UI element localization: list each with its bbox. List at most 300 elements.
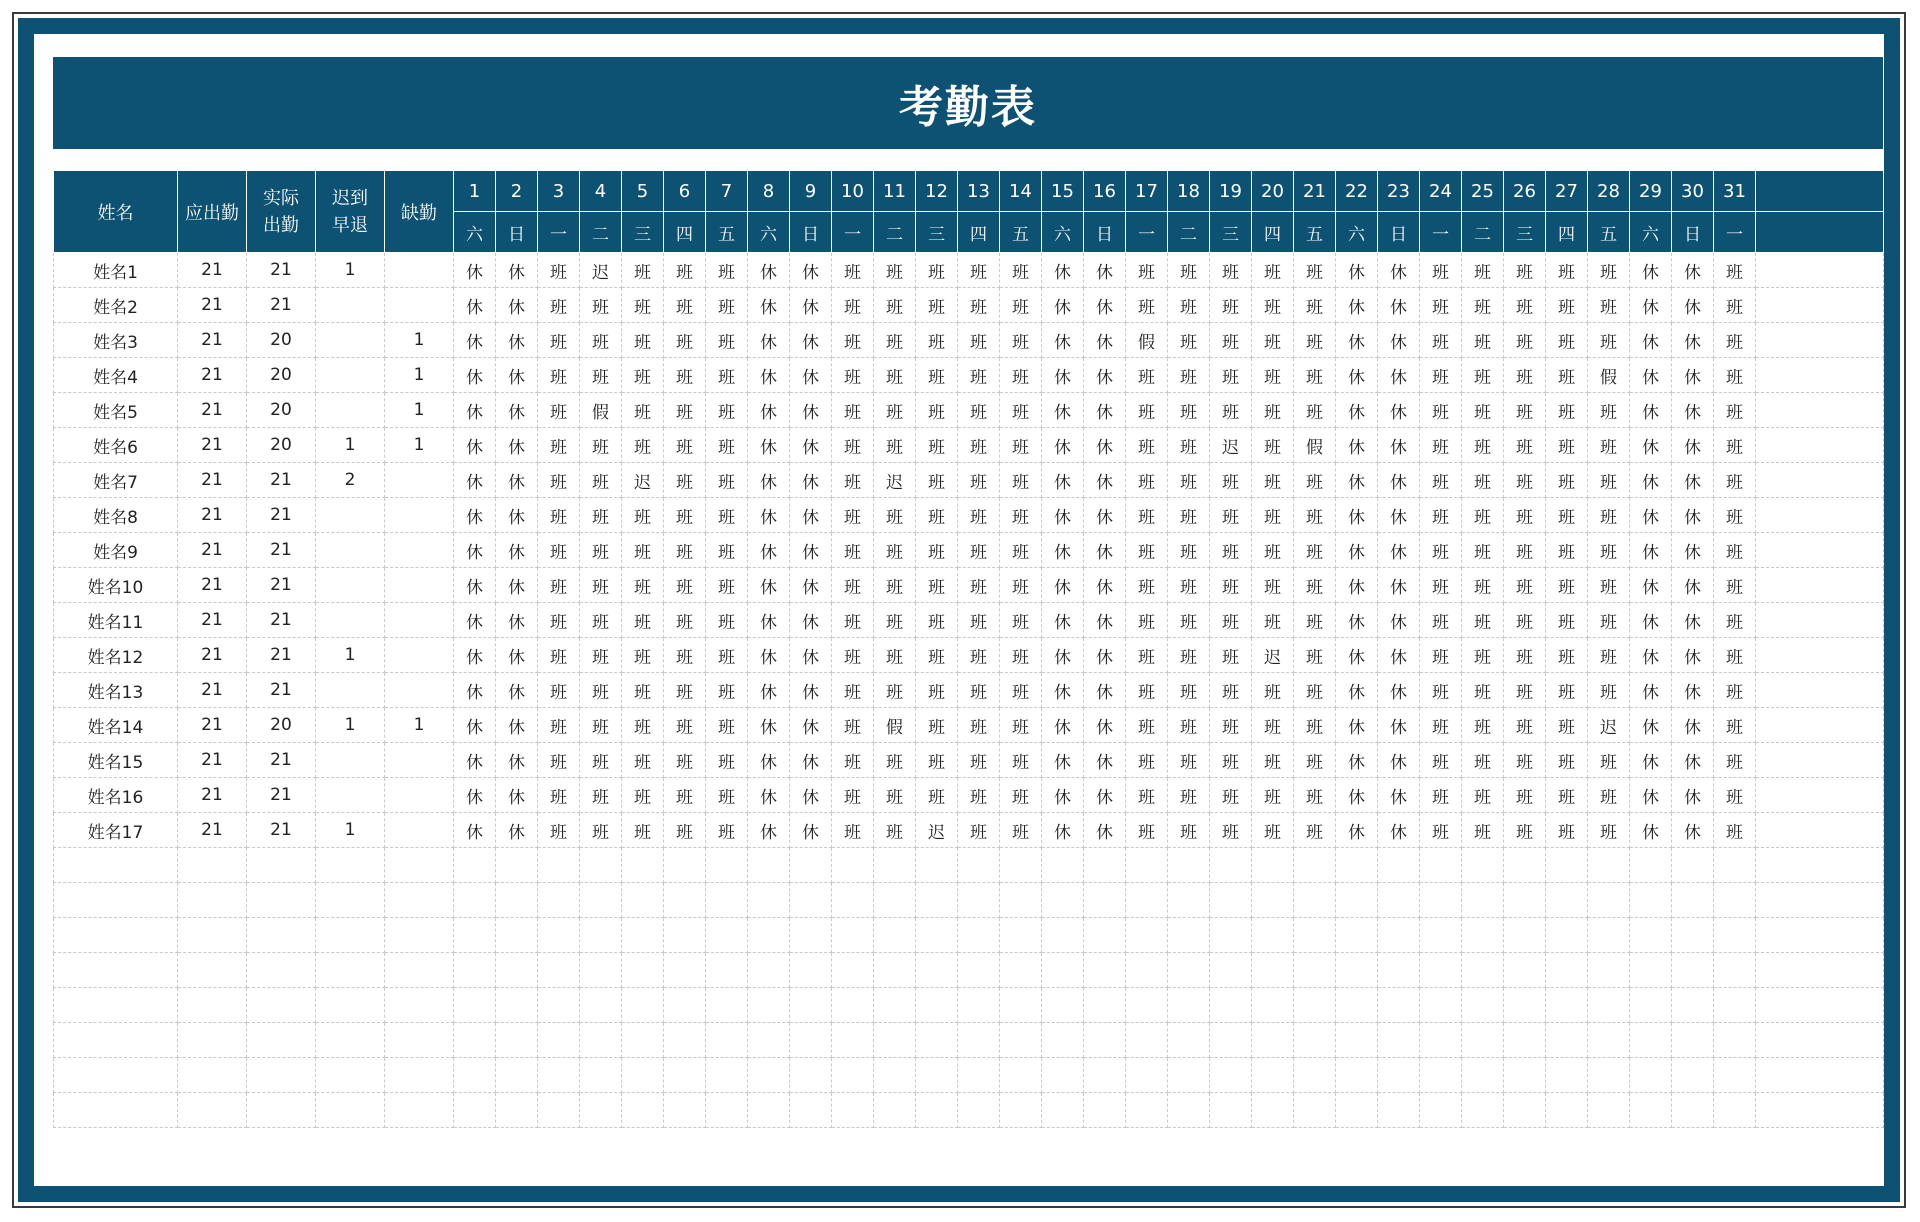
attendance-cell[interactable]: 休 — [454, 603, 496, 638]
late-cell[interactable]: 1 — [316, 638, 385, 673]
employee-name-cell[interactable]: 姓名13 — [54, 673, 178, 708]
attendance-cell[interactable]: 班 — [1168, 533, 1210, 568]
empty-cell[interactable] — [1714, 1093, 1756, 1128]
empty-cell[interactable] — [1630, 988, 1672, 1023]
attendance-cell[interactable]: 班 — [664, 638, 706, 673]
empty-cell[interactable] — [54, 848, 178, 883]
empty-cell[interactable] — [54, 953, 178, 988]
attendance-cell[interactable]: 休 — [790, 428, 832, 463]
attendance-cell[interactable]: 班 — [1420, 778, 1462, 813]
empty-cell[interactable] — [790, 1023, 832, 1058]
attendance-cell[interactable]: 班 — [1210, 323, 1252, 358]
attendance-cell[interactable]: 休 — [1672, 568, 1714, 603]
attendance-cell[interactable]: 休 — [1630, 323, 1672, 358]
attendance-cell[interactable]: 班 — [706, 288, 748, 323]
attendance-cell[interactable]: 班 — [622, 323, 664, 358]
attendance-cell[interactable]: 班 — [1168, 778, 1210, 813]
empty-cell[interactable] — [316, 1093, 385, 1128]
employee-name-cell[interactable]: 姓名10 — [54, 568, 178, 603]
attendance-cell[interactable]: 休 — [496, 778, 538, 813]
empty-cell[interactable] — [54, 883, 178, 918]
late-cell[interactable] — [316, 778, 385, 813]
attendance-cell[interactable]: 班 — [1462, 323, 1504, 358]
attendance-cell[interactable]: 班 — [1168, 498, 1210, 533]
attendance-cell[interactable]: 班 — [832, 603, 874, 638]
attendance-cell[interactable]: 班 — [1252, 778, 1294, 813]
attendance-cell[interactable]: 班 — [664, 498, 706, 533]
empty-cell[interactable] — [247, 848, 316, 883]
empty-cell[interactable] — [316, 883, 385, 918]
attendance-cell[interactable]: 班 — [1420, 813, 1462, 848]
employee-name-cell[interactable]: 姓名15 — [54, 743, 178, 778]
attendance-cell[interactable]: 休 — [790, 288, 832, 323]
empty-cell[interactable] — [916, 988, 958, 1023]
empty-cell[interactable] — [706, 1093, 748, 1128]
attendance-cell[interactable]: 班 — [1546, 638, 1588, 673]
empty-cell[interactable] — [1294, 918, 1336, 953]
empty-cell[interactable] — [874, 1023, 916, 1058]
attendance-cell[interactable]: 班 — [664, 673, 706, 708]
attendance-cell[interactable]: 休 — [496, 288, 538, 323]
attendance-cell[interactable]: 班 — [1504, 463, 1546, 498]
attendance-cell[interactable]: 班 — [1210, 708, 1252, 743]
empty-cell[interactable] — [1000, 1023, 1042, 1058]
attendance-cell[interactable]: 班 — [538, 673, 580, 708]
attendance-cell[interactable]: 休 — [1672, 743, 1714, 778]
attendance-cell[interactable]: 班 — [580, 463, 622, 498]
attendance-cell[interactable]: 休 — [748, 498, 790, 533]
expected-cell[interactable]: 21 — [178, 463, 247, 498]
attendance-cell[interactable]: 班 — [874, 253, 916, 288]
attendance-cell[interactable]: 休 — [1672, 813, 1714, 848]
empty-cell[interactable] — [1546, 988, 1588, 1023]
attendance-cell[interactable]: 班 — [832, 673, 874, 708]
attendance-cell[interactable]: 休 — [790, 463, 832, 498]
attendance-cell[interactable]: 班 — [832, 428, 874, 463]
empty-cell[interactable] — [664, 883, 706, 918]
attendance-cell[interactable]: 班 — [1252, 673, 1294, 708]
attendance-cell[interactable]: 休 — [1084, 673, 1126, 708]
empty-cell[interactable] — [247, 988, 316, 1023]
attendance-cell[interactable]: 休 — [1630, 708, 1672, 743]
attendance-cell[interactable]: 班 — [832, 813, 874, 848]
attendance-cell[interactable]: 休 — [748, 358, 790, 393]
attendance-cell[interactable]: 班 — [1000, 393, 1042, 428]
attendance-cell[interactable]: 班 — [1000, 708, 1042, 743]
attendance-cell[interactable]: 班 — [832, 568, 874, 603]
attendance-cell[interactable]: 休 — [496, 603, 538, 638]
attendance-cell[interactable]: 班 — [1714, 813, 1756, 848]
empty-cell[interactable] — [1756, 1023, 1884, 1058]
empty-cell[interactable] — [1420, 848, 1462, 883]
attendance-cell[interactable]: 班 — [1504, 743, 1546, 778]
late-cell[interactable] — [316, 323, 385, 358]
late-cell[interactable] — [316, 568, 385, 603]
empty-cell[interactable] — [454, 918, 496, 953]
attendance-cell[interactable]: 休 — [1084, 253, 1126, 288]
attendance-cell[interactable]: 休 — [454, 498, 496, 533]
empty-cell[interactable] — [1126, 1058, 1168, 1093]
employee-name-cell[interactable]: 姓名8 — [54, 498, 178, 533]
expected-cell[interactable]: 21 — [178, 638, 247, 673]
attendance-cell[interactable]: 休 — [1336, 288, 1378, 323]
attendance-cell[interactable]: 班 — [958, 288, 1000, 323]
attendance-cell[interactable]: 班 — [958, 393, 1000, 428]
attendance-cell[interactable]: 休 — [1084, 568, 1126, 603]
attendance-cell[interactable]: 班 — [1126, 498, 1168, 533]
empty-cell[interactable] — [748, 848, 790, 883]
attendance-cell[interactable]: 班 — [832, 743, 874, 778]
attendance-cell[interactable]: 班 — [1588, 533, 1630, 568]
attendance-cell[interactable]: 休 — [454, 323, 496, 358]
empty-cell[interactable] — [1126, 883, 1168, 918]
attendance-cell[interactable]: 休 — [1672, 498, 1714, 533]
expected-cell[interactable]: 21 — [178, 498, 247, 533]
attendance-cell[interactable]: 班 — [1000, 253, 1042, 288]
attendance-cell[interactable]: 休 — [1378, 708, 1420, 743]
attendance-cell[interactable]: 休 — [1084, 813, 1126, 848]
expected-cell[interactable]: 21 — [178, 708, 247, 743]
expected-cell[interactable]: 21 — [178, 533, 247, 568]
attendance-cell[interactable]: 假 — [1588, 358, 1630, 393]
attendance-cell[interactable]: 班 — [664, 533, 706, 568]
empty-cell[interactable] — [1126, 1023, 1168, 1058]
attendance-cell[interactable]: 休 — [1378, 393, 1420, 428]
empty-cell[interactable] — [748, 883, 790, 918]
attendance-cell[interactable]: 班 — [874, 603, 916, 638]
attendance-cell[interactable]: 班 — [706, 778, 748, 813]
attendance-cell[interactable]: 班 — [580, 603, 622, 638]
attendance-cell[interactable]: 班 — [1126, 778, 1168, 813]
attendance-cell[interactable]: 班 — [622, 638, 664, 673]
attendance-cell[interactable]: 班 — [1210, 533, 1252, 568]
employee-name-cell[interactable]: 姓名5 — [54, 393, 178, 428]
attendance-cell[interactable]: 班 — [1420, 743, 1462, 778]
attendance-cell[interactable]: 班 — [1546, 533, 1588, 568]
attendance-cell[interactable]: 班 — [1714, 288, 1756, 323]
attendance-cell[interactable]: 休 — [496, 708, 538, 743]
attendance-cell[interactable]: 休 — [1378, 463, 1420, 498]
empty-cell[interactable] — [958, 848, 1000, 883]
attendance-cell[interactable]: 班 — [1000, 463, 1042, 498]
empty-cell[interactable] — [1462, 1093, 1504, 1128]
attendance-cell[interactable]: 班 — [1462, 603, 1504, 638]
empty-cell[interactable] — [1168, 883, 1210, 918]
attendance-cell[interactable]: 班 — [1294, 638, 1336, 673]
empty-cell[interactable] — [178, 883, 247, 918]
empty-cell[interactable] — [316, 918, 385, 953]
empty-cell[interactable] — [1756, 953, 1884, 988]
actual-cell[interactable]: 21 — [247, 568, 316, 603]
attendance-cell[interactable]: 班 — [1000, 778, 1042, 813]
attendance-cell[interactable]: 休 — [1672, 603, 1714, 638]
attendance-cell[interactable]: 班 — [622, 288, 664, 323]
attendance-cell[interactable]: 休 — [748, 708, 790, 743]
attendance-cell[interactable]: 班 — [580, 708, 622, 743]
attendance-cell[interactable]: 班 — [622, 603, 664, 638]
empty-cell[interactable] — [1252, 883, 1294, 918]
employee-name-cell[interactable]: 姓名3 — [54, 323, 178, 358]
attendance-cell[interactable]: 休 — [790, 323, 832, 358]
empty-cell[interactable] — [1504, 848, 1546, 883]
empty-cell[interactable] — [790, 1093, 832, 1128]
empty-cell[interactable] — [580, 883, 622, 918]
attendance-cell[interactable]: 班 — [1546, 323, 1588, 358]
attendance-cell[interactable]: 班 — [1000, 428, 1042, 463]
employee-name-cell[interactable]: 姓名14 — [54, 708, 178, 743]
attendance-cell[interactable]: 班 — [1000, 638, 1042, 673]
actual-cell[interactable]: 21 — [247, 288, 316, 323]
attendance-cell[interactable]: 班 — [706, 813, 748, 848]
attendance-cell[interactable]: 班 — [1546, 778, 1588, 813]
empty-cell[interactable] — [454, 848, 496, 883]
late-cell[interactable]: 1 — [316, 708, 385, 743]
empty-cell[interactable] — [1084, 1058, 1126, 1093]
attendance-cell[interactable]: 班 — [1294, 673, 1336, 708]
actual-cell[interactable]: 20 — [247, 358, 316, 393]
attendance-cell[interactable]: 班 — [1168, 358, 1210, 393]
attendance-cell[interactable]: 班 — [580, 358, 622, 393]
empty-cell[interactable] — [1042, 988, 1084, 1023]
attendance-cell[interactable]: 班 — [664, 358, 706, 393]
empty-cell[interactable] — [538, 1093, 580, 1128]
empty-cell[interactable] — [832, 988, 874, 1023]
absent-cell[interactable] — [385, 638, 454, 673]
actual-cell[interactable]: 20 — [247, 393, 316, 428]
late-cell[interactable] — [316, 743, 385, 778]
attendance-cell[interactable]: 班 — [1588, 393, 1630, 428]
actual-cell[interactable]: 21 — [247, 603, 316, 638]
empty-cell[interactable] — [1168, 1093, 1210, 1128]
empty-cell[interactable] — [1588, 1058, 1630, 1093]
empty-cell[interactable] — [1588, 883, 1630, 918]
attendance-cell[interactable]: 休 — [1336, 253, 1378, 288]
attendance-cell[interactable]: 休 — [748, 463, 790, 498]
empty-cell[interactable] — [1126, 953, 1168, 988]
attendance-cell[interactable]: 班 — [538, 743, 580, 778]
empty-cell[interactable] — [385, 918, 454, 953]
empty-cell[interactable] — [958, 1093, 1000, 1128]
attendance-cell[interactable]: 班 — [1210, 778, 1252, 813]
attendance-cell[interactable]: 休 — [748, 288, 790, 323]
absent-cell[interactable]: 1 — [385, 358, 454, 393]
employee-name-cell[interactable]: 姓名17 — [54, 813, 178, 848]
empty-cell[interactable] — [1462, 848, 1504, 883]
attendance-cell[interactable]: 班 — [1420, 533, 1462, 568]
attendance-cell[interactable]: 休 — [1630, 568, 1672, 603]
attendance-cell[interactable]: 休 — [1378, 498, 1420, 533]
attendance-cell[interactable]: 班 — [832, 358, 874, 393]
attendance-cell[interactable]: 班 — [706, 253, 748, 288]
empty-cell[interactable] — [1462, 918, 1504, 953]
late-cell[interactable] — [316, 358, 385, 393]
attendance-cell[interactable]: 休 — [1084, 358, 1126, 393]
empty-cell[interactable] — [1420, 1058, 1462, 1093]
empty-cell[interactable] — [1168, 1023, 1210, 1058]
attendance-cell[interactable]: 班 — [580, 498, 622, 533]
empty-cell[interactable] — [1672, 883, 1714, 918]
attendance-cell[interactable]: 休 — [1084, 428, 1126, 463]
attendance-cell[interactable]: 休 — [1336, 428, 1378, 463]
empty-cell[interactable] — [178, 988, 247, 1023]
attendance-cell[interactable]: 休 — [1378, 533, 1420, 568]
attendance-cell[interactable]: 班 — [1420, 428, 1462, 463]
attendance-cell[interactable]: 班 — [832, 288, 874, 323]
attendance-cell[interactable]: 班 — [664, 253, 706, 288]
attendance-cell[interactable]: 班 — [1588, 428, 1630, 463]
empty-cell[interactable] — [538, 848, 580, 883]
empty-cell[interactable] — [496, 988, 538, 1023]
attendance-cell[interactable]: 班 — [1420, 638, 1462, 673]
attendance-cell[interactable]: 班 — [832, 498, 874, 533]
empty-cell[interactable] — [790, 918, 832, 953]
attendance-cell[interactable]: 休 — [1042, 393, 1084, 428]
empty-cell[interactable] — [1756, 918, 1884, 953]
attendance-cell[interactable]: 班 — [1252, 708, 1294, 743]
attendance-cell[interactable]: 班 — [664, 323, 706, 358]
empty-cell[interactable] — [1168, 918, 1210, 953]
empty-cell[interactable] — [247, 1093, 316, 1128]
attendance-cell[interactable]: 假 — [1126, 323, 1168, 358]
attendance-cell[interactable]: 班 — [832, 463, 874, 498]
attendance-cell[interactable]: 班 — [1294, 393, 1336, 428]
empty-cell[interactable] — [1672, 988, 1714, 1023]
empty-cell[interactable] — [706, 988, 748, 1023]
attendance-cell[interactable]: 休 — [454, 533, 496, 568]
attendance-cell[interactable]: 休 — [1672, 393, 1714, 428]
attendance-cell[interactable]: 班 — [916, 568, 958, 603]
attendance-cell[interactable]: 休 — [1042, 358, 1084, 393]
late-cell[interactable]: 2 — [316, 463, 385, 498]
attendance-cell[interactable]: 班 — [1588, 288, 1630, 323]
empty-cell[interactable] — [706, 918, 748, 953]
attendance-cell[interactable]: 班 — [1504, 323, 1546, 358]
empty-cell[interactable] — [1210, 1093, 1252, 1128]
attendance-cell[interactable]: 班 — [1462, 498, 1504, 533]
actual-cell[interactable]: 20 — [247, 428, 316, 463]
expected-cell[interactable]: 21 — [178, 393, 247, 428]
empty-cell[interactable] — [538, 988, 580, 1023]
attendance-cell[interactable]: 迟 — [874, 463, 916, 498]
attendance-cell[interactable]: 休 — [1630, 358, 1672, 393]
attendance-cell[interactable]: 班 — [622, 813, 664, 848]
empty-cell[interactable] — [1546, 1093, 1588, 1128]
empty-cell[interactable] — [1378, 1058, 1420, 1093]
attendance-cell[interactable]: 休 — [1672, 673, 1714, 708]
attendance-cell[interactable]: 休 — [1630, 498, 1672, 533]
attendance-cell[interactable]: 班 — [1126, 533, 1168, 568]
attendance-cell[interactable]: 休 — [1042, 498, 1084, 533]
attendance-cell[interactable]: 假 — [1294, 428, 1336, 463]
empty-cell[interactable] — [664, 988, 706, 1023]
empty-cell[interactable] — [1588, 848, 1630, 883]
attendance-cell[interactable]: 班 — [1000, 603, 1042, 638]
attendance-cell[interactable]: 休 — [1042, 533, 1084, 568]
empty-cell[interactable] — [706, 953, 748, 988]
empty-cell[interactable] — [1000, 1058, 1042, 1093]
empty-cell[interactable] — [454, 1058, 496, 1093]
attendance-cell[interactable]: 班 — [1210, 743, 1252, 778]
expected-cell[interactable]: 21 — [178, 673, 247, 708]
attendance-cell[interactable]: 班 — [1504, 673, 1546, 708]
empty-cell[interactable] — [664, 953, 706, 988]
empty-cell[interactable] — [1504, 918, 1546, 953]
attendance-cell[interactable]: 休 — [496, 743, 538, 778]
attendance-cell[interactable]: 休 — [1042, 603, 1084, 638]
attendance-cell[interactable]: 班 — [706, 498, 748, 533]
attendance-cell[interactable]: 班 — [874, 323, 916, 358]
attendance-cell[interactable]: 班 — [1294, 813, 1336, 848]
empty-cell[interactable] — [1672, 1023, 1714, 1058]
empty-cell[interactable] — [1000, 918, 1042, 953]
attendance-cell[interactable]: 班 — [916, 498, 958, 533]
attendance-cell[interactable]: 休 — [748, 673, 790, 708]
empty-cell[interactable] — [1126, 1093, 1168, 1128]
attendance-cell[interactable]: 班 — [1546, 358, 1588, 393]
attendance-cell[interactable]: 休 — [1672, 463, 1714, 498]
empty-cell[interactable] — [1420, 988, 1462, 1023]
empty-cell[interactable] — [1504, 1093, 1546, 1128]
attendance-cell[interactable]: 班 — [706, 603, 748, 638]
empty-cell[interactable] — [916, 918, 958, 953]
expected-cell[interactable]: 21 — [178, 778, 247, 813]
empty-cell[interactable] — [538, 1023, 580, 1058]
empty-cell[interactable] — [1294, 883, 1336, 918]
attendance-cell[interactable]: 班 — [1588, 253, 1630, 288]
attendance-cell[interactable]: 班 — [1294, 498, 1336, 533]
attendance-cell[interactable]: 班 — [958, 323, 1000, 358]
attendance-cell[interactable]: 休 — [1336, 638, 1378, 673]
attendance-cell[interactable]: 休 — [496, 673, 538, 708]
attendance-cell[interactable]: 休 — [1336, 778, 1378, 813]
empty-cell[interactable] — [748, 1058, 790, 1093]
absent-cell[interactable] — [385, 533, 454, 568]
attendance-cell[interactable]: 休 — [1084, 498, 1126, 533]
empty-cell[interactable] — [916, 848, 958, 883]
empty-cell[interactable] — [1756, 988, 1884, 1023]
empty-cell[interactable] — [1210, 1023, 1252, 1058]
attendance-cell[interactable]: 休 — [748, 778, 790, 813]
actual-cell[interactable]: 21 — [247, 638, 316, 673]
attendance-cell[interactable]: 班 — [664, 288, 706, 323]
attendance-cell[interactable]: 休 — [1042, 708, 1084, 743]
attendance-cell[interactable]: 班 — [1000, 673, 1042, 708]
attendance-cell[interactable]: 班 — [1252, 323, 1294, 358]
empty-cell[interactable] — [1252, 988, 1294, 1023]
attendance-cell[interactable]: 班 — [1210, 813, 1252, 848]
employee-name-cell[interactable]: 姓名9 — [54, 533, 178, 568]
attendance-cell[interactable]: 班 — [1588, 498, 1630, 533]
attendance-cell[interactable]: 班 — [538, 253, 580, 288]
attendance-cell[interactable]: 休 — [790, 393, 832, 428]
attendance-cell[interactable]: 班 — [538, 288, 580, 323]
attendance-cell[interactable]: 班 — [916, 778, 958, 813]
empty-cell[interactable] — [1630, 1023, 1672, 1058]
attendance-cell[interactable]: 班 — [1210, 498, 1252, 533]
attendance-cell[interactable]: 休 — [748, 743, 790, 778]
attendance-cell[interactable]: 班 — [874, 638, 916, 673]
attendance-cell[interactable]: 班 — [1168, 463, 1210, 498]
empty-cell[interactable] — [874, 918, 916, 953]
empty-cell[interactable] — [1630, 883, 1672, 918]
empty-cell[interactable] — [1042, 918, 1084, 953]
attendance-cell[interactable]: 班 — [1294, 708, 1336, 743]
attendance-cell[interactable]: 迟 — [1252, 638, 1294, 673]
late-cell[interactable] — [316, 603, 385, 638]
attendance-cell[interactable]: 班 — [1252, 393, 1294, 428]
attendance-cell[interactable]: 班 — [958, 743, 1000, 778]
empty-cell[interactable] — [916, 1023, 958, 1058]
